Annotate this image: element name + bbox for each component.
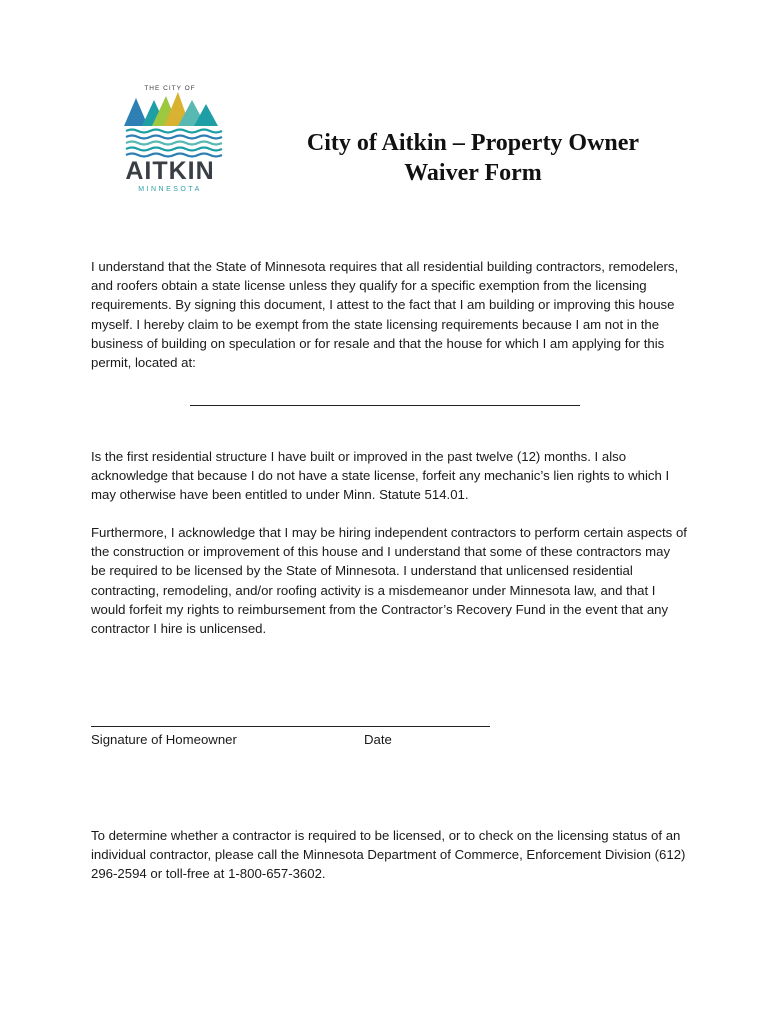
waves-icon xyxy=(126,130,222,157)
signature-of-homeowner-label: Signature of Homeowner xyxy=(91,732,237,747)
paragraph-contact-info: To determine whether a contractor is required to be licensed, or to check on the licensing status of an individual contractor, please call the Minnesota Department of Commerce, Enforcement Division (612) 296-2594 or toll-free at 1-800-657-3602. xyxy=(91,828,686,882)
paragraph-first-structure: Is the first residential structure I have built or improved in the past twelve (12) months. I also acknowledge that because I do not have a state license, forfeit any mechanic’s lien rights to which I may otherwise have been entitled to under Minn. Statute 514.01. xyxy=(91,449,670,503)
logo-top-text: THE CITY OF xyxy=(144,85,196,92)
paragraph-license-requirements: I understand that the State of Minnesota requires that all residential building contractors, remodelers, and roofers obtain a state license unless they qualify for a specific exemption from the licensing requirements. By signing this document, I attest to the fact that I am building or improving this house myself. I hereby claim to be exempt from the state licensing requirements because I am not in the business of building on speculation or for resale and that the house for which I am applying for this permit, located at: xyxy=(91,259,679,371)
date-label: Date xyxy=(364,732,392,747)
property-address-line[interactable] xyxy=(190,405,580,406)
logo-state: MINNESOTA xyxy=(138,186,202,193)
title-line-2: Waiver Form xyxy=(404,160,542,186)
mountains-icon xyxy=(124,92,218,126)
page-title xyxy=(280,128,666,188)
signature-line[interactable] xyxy=(91,726,490,727)
logo-name: AITKIN xyxy=(125,157,215,185)
title-line-1: City of Aitkin – Property Owner xyxy=(306,130,640,156)
paragraph-independent-contractors: Furthermore, I acknowledge that I may be hiring independent contractors to perform certain aspects of the construction or improvement of this house and I understand that some of these contractors may be required to be licensed by the State of Minnesota. I understand that unlicensed residential contracting, remodeling, and/or roofing activity is a misdemeanor under Minnesota law, and that I would forfeit my rights to reimbursement from the Contractor’s Recovery Fund in the event that any contractor I hire is unlicensed. xyxy=(91,525,687,637)
city-of-aitkin-logo xyxy=(108,82,232,194)
logo-graphic xyxy=(108,82,232,194)
